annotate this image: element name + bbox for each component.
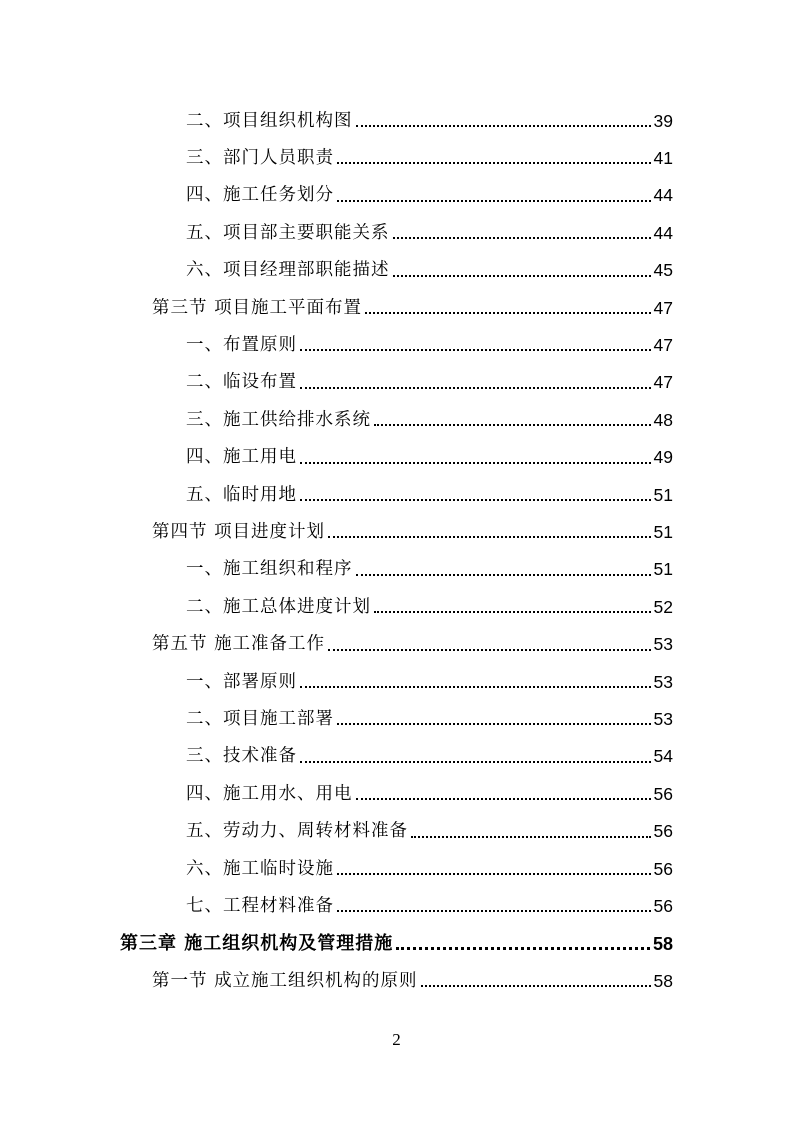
toc-leader-dots [337, 873, 651, 875]
toc-entry-title: 一、布置原则 [186, 334, 297, 355]
toc-entry-page: 53 [653, 708, 673, 729]
toc-entry[interactable] [186, 324, 673, 354]
toc-entry-title: 二、项目施工部署 [186, 708, 334, 729]
toc-leader-dots [396, 947, 650, 950]
toc-entry-page: 56 [653, 858, 673, 879]
toc-section-entry[interactable] [152, 287, 673, 317]
toc-entry[interactable] [186, 437, 673, 467]
toc-entry-title: 第三节 项目施工平面布置 [152, 297, 363, 318]
toc-entry[interactable] [186, 549, 673, 579]
toc-entry-title: 二、施工总体进度计划 [186, 596, 371, 617]
toc-entry-page: 56 [653, 895, 673, 916]
toc-leader-dots [300, 462, 651, 464]
toc-entry[interactable] [186, 250, 673, 280]
toc-leader-dots [393, 237, 651, 239]
toc-entry-page: 39 [653, 110, 673, 131]
toc-leader-dots [411, 836, 651, 838]
toc-entry-page: 51 [653, 484, 673, 505]
toc-entry-page: 47 [653, 334, 673, 355]
toc-leader-dots [300, 761, 651, 763]
toc-entry-title: 三、技术准备 [186, 746, 297, 767]
toc-entry-page: 56 [653, 783, 673, 804]
toc-entry-title: 四、施工用水、用电 [186, 783, 353, 804]
toc-leader-dots [356, 798, 651, 800]
toc-entry-page: 53 [653, 634, 673, 655]
toc-entry[interactable] [186, 736, 673, 766]
toc-leader-dots [393, 275, 651, 277]
toc-entry-page: 58 [652, 933, 673, 954]
toc-entry-title: 六、项目经理部职能描述 [186, 260, 390, 281]
toc-leader-dots [356, 574, 651, 576]
toc-leader-dots [337, 723, 651, 725]
toc-entry[interactable] [186, 399, 673, 429]
toc-entry[interactable] [186, 773, 673, 803]
toc-entry-title: 第一节 成立施工组织机构的原则 [152, 970, 418, 991]
toc-section-entry[interactable] [152, 960, 673, 990]
toc-entry[interactable] [186, 586, 673, 616]
toc-leader-dots [374, 424, 651, 426]
toc-entry-title: 三、部门人员职责 [186, 147, 334, 168]
toc-entry-title: 一、施工组织和程序 [186, 559, 353, 580]
toc-leader-dots [374, 611, 651, 613]
toc-leader-dots [337, 910, 651, 912]
toc-entry-page: 44 [653, 185, 673, 206]
toc-leader-dots [300, 349, 651, 351]
toc-entry-page: 47 [653, 297, 673, 318]
page-number: 2 [392, 1030, 401, 1049]
toc-entry[interactable] [186, 100, 673, 130]
toc-entry-page: 58 [653, 970, 673, 991]
toc-entry[interactable] [186, 137, 673, 167]
toc-entry-page: 54 [653, 746, 673, 767]
toc-entry-page: 47 [653, 372, 673, 393]
toc-entry-title: 一、部署原则 [186, 671, 297, 692]
toc-leader-dots [328, 536, 650, 538]
toc-entry-title: 二、项目组织机构图 [186, 110, 353, 131]
toc-entry[interactable] [186, 811, 673, 841]
toc-leader-dots [365, 312, 650, 314]
toc-entry[interactable] [186, 362, 673, 392]
toc-entry-page: 41 [653, 147, 673, 168]
toc-entry-page: 49 [653, 447, 673, 468]
toc-entry[interactable] [186, 661, 673, 691]
toc-entry[interactable] [186, 474, 673, 504]
toc-entry-title: 五、项目部主要职能关系 [186, 222, 390, 243]
toc-entry[interactable] [186, 848, 673, 878]
toc-entry-page: 52 [653, 596, 673, 617]
toc-entry-page: 48 [653, 409, 673, 430]
toc-leader-dots [356, 125, 651, 127]
toc-leader-dots [421, 985, 651, 987]
toc-entry-title: 六、施工临时设施 [186, 858, 334, 879]
toc-leader-dots [300, 686, 651, 688]
toc-entry-title: 五、劳动力、周转材料准备 [186, 821, 408, 842]
toc-entry[interactable] [186, 885, 673, 915]
toc-leader-dots [337, 200, 651, 202]
toc-entry-title: 第三章 施工组织机构及管理措施 [120, 932, 394, 954]
toc-leader-dots [337, 162, 651, 164]
toc-entry-title: 第四节 项目进度计划 [152, 521, 326, 542]
toc-leader-dots [328, 649, 650, 651]
toc-entry-page: 53 [653, 671, 673, 692]
toc-entry-page: 51 [653, 521, 673, 542]
toc-entry-title: 五、临时用地 [186, 484, 297, 505]
toc-entry-page: 56 [653, 821, 673, 842]
toc-entry-title: 第五节 施工准备工作 [152, 634, 326, 655]
toc-leader-dots [300, 387, 651, 389]
toc-entry-page: 44 [653, 222, 673, 243]
toc-section-entry[interactable] [152, 511, 673, 541]
toc-leader-dots [300, 499, 651, 501]
toc-entry[interactable] [186, 212, 673, 242]
toc-chapter-entry[interactable] [120, 923, 673, 953]
toc-entry-title: 四、施工任务划分 [186, 185, 334, 206]
toc-entry[interactable] [186, 175, 673, 205]
toc-entry-page: 45 [653, 260, 673, 281]
toc-entry-title: 七、工程材料准备 [186, 895, 334, 916]
toc-section-entry[interactable] [152, 624, 673, 654]
toc-entry-page: 51 [653, 559, 673, 580]
toc-entry-title: 四、施工用电 [186, 447, 297, 468]
toc-entry[interactable] [186, 698, 673, 728]
toc-entry-title: 三、施工供给排水系统 [186, 409, 371, 430]
toc-entry-title: 二、临设布置 [186, 372, 297, 393]
